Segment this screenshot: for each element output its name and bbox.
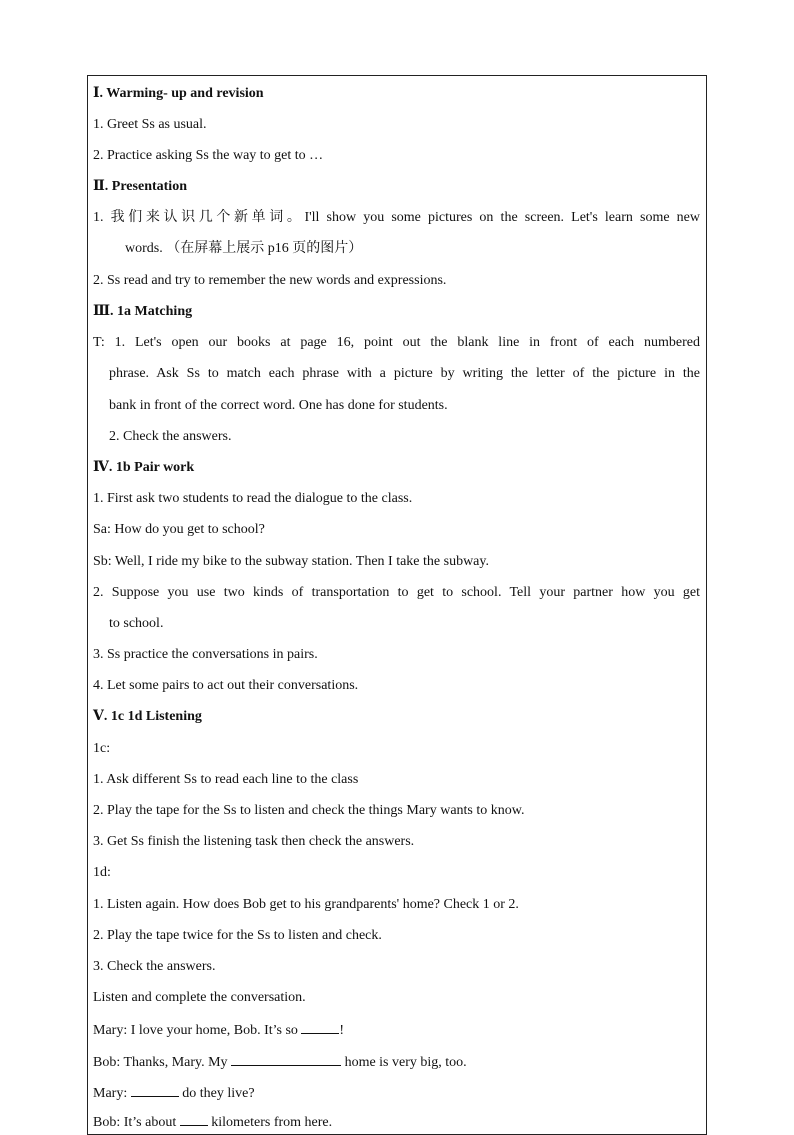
- dialogue-text: kilometers from here.: [207, 1115, 333, 1130]
- fill-in-blank: [231, 1052, 341, 1066]
- sub-label-1d: 1d:: [93, 865, 111, 880]
- section-heading-matching: Ⅲ. 1a Matching: [93, 304, 193, 319]
- text-line: to school.: [109, 616, 164, 631]
- dialogue-line: [93, 1083, 700, 1103]
- text-line: 4. Let some pairs to act out their conversations.: [93, 678, 359, 693]
- dialogue-text: Bob: Thanks, Mary. My: [93, 1055, 232, 1070]
- text-line: 1. 我们来认识几个新单词。I'll show you some pictures on the screen. Let's learn some new: [93, 210, 700, 225]
- dialogue-text: home is very big, too.: [341, 1055, 467, 1070]
- section-heading-pair-work: Ⅳ. 1b Pair work: [93, 460, 195, 475]
- fill-in-blank: [131, 1083, 179, 1097]
- text-line: 2. Play the tape twice for the Ss to listen and check.: [93, 928, 382, 943]
- text-line: phrase. Ask Ss to match each phrase with a picture by writing the letter of the picture in the: [109, 366, 700, 381]
- text-line: 2. Play the tape for the Ss to listen and check the things Mary wants to know.: [93, 803, 525, 818]
- text-line: 1. First ask two students to read the dialogue to the class.: [93, 491, 413, 506]
- dialogue-text: Bob: It’s about: [93, 1115, 180, 1130]
- text-line: 1. Ask different Ss to read each line to the class: [93, 772, 359, 787]
- text-line: 1. Listen again. How does Bob get to his grandparents' home? Check 1 or 2.: [93, 897, 519, 912]
- dialogue-text: Mary:: [93, 1086, 131, 1101]
- text-line: 3. Ss practice the conversations in pairs.: [93, 647, 318, 662]
- text-line: 2. Practice asking Ss the way to get to …: [93, 148, 324, 163]
- dialogue-line: Sa: How do you get to school?: [93, 522, 265, 537]
- lesson-table-border: [87, 75, 707, 1135]
- fill-in-blank: [301, 1020, 339, 1034]
- section-heading-presentation: Ⅱ. Presentation: [93, 179, 187, 194]
- dialogue-text: do they live?: [178, 1086, 255, 1101]
- dialogue-text: Mary: I love your home, Bob. It’s so: [93, 1023, 302, 1038]
- text-line: words. （在屏幕上展示 p16 页的图片）: [125, 241, 363, 256]
- section-heading-listening: Ⅴ. 1c 1d Listening: [93, 709, 202, 724]
- text-line: 1. Greet Ss as usual.: [93, 117, 207, 132]
- dialogue-line: Sb: Well, I ride my bike to the subway station. Then I take the subway.: [93, 554, 489, 569]
- fill-in-blank: [180, 1112, 208, 1126]
- text-line: 2. Check the answers.: [109, 429, 232, 444]
- text-line: bank in front of the correct word. One has done for students.: [109, 398, 448, 413]
- text-line: 3. Check the answers.: [93, 959, 216, 974]
- text-line: T: 1. Let's open our books at page 16, point out the blank line in front of each numbered: [93, 335, 700, 350]
- dialogue-line: [93, 1112, 700, 1132]
- task-instruction: Listen and complete the conversation.: [93, 990, 306, 1005]
- text-line: 2. Suppose you use two kinds of transportation to get to school. Tell your partner how you get: [93, 585, 700, 600]
- section-heading-warming-up: Ⅰ. Warming- up and revision: [93, 86, 264, 101]
- sub-label-1c: 1c:: [93, 741, 111, 756]
- dialogue-line: [93, 1020, 700, 1040]
- text-line: 3. Get Ss finish the listening task then check the answers.: [93, 834, 415, 849]
- dialogue-line: [93, 1052, 700, 1072]
- text-line: 2. Ss read and try to remember the new words and expressions.: [93, 273, 447, 288]
- dialogue-text: !: [339, 1023, 345, 1038]
